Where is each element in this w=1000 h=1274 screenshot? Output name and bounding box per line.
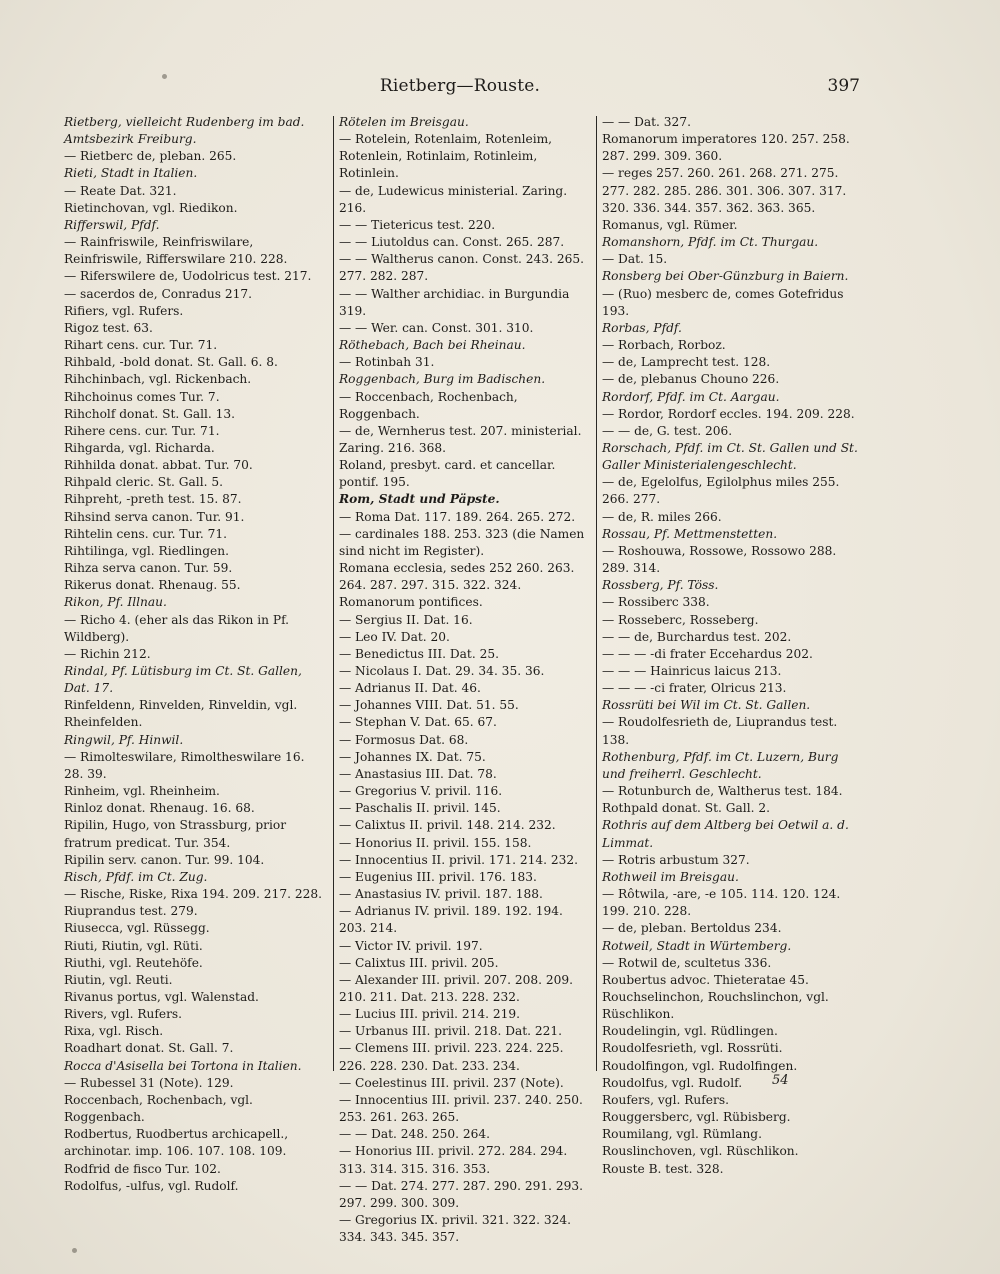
signature-mark: 54 xyxy=(772,1073,789,1088)
index-entry: Riuprandus test. 279. xyxy=(64,904,198,919)
index-entry: — Rorbach, Rorboz. xyxy=(602,338,726,353)
index-entry: — cardinales 188. 253. 323 (die Namen sind nicht im Register). xyxy=(339,526,585,558)
index-entry: — Formosus Dat. 68. xyxy=(339,732,469,747)
index-entry: Roggenbach, Burg im Badischen. xyxy=(339,372,546,387)
index-entry: — — — -di frater Eccehardus 202. xyxy=(602,646,813,661)
index-entry: — de, plebanus Chouno 226. xyxy=(602,372,780,387)
index-entry: — Roshouwa, Rossowe, Rossowo 288. 289. 314. xyxy=(602,543,837,576)
index-entry: — Rotelein, Rotenlaim, Rotenleim, Rotenlein, Rotinlaim, Rotinleim, Rotinlein. xyxy=(339,132,553,181)
index-entry: Rossau, Pf. Mettmenstetten. xyxy=(602,526,778,541)
index-entry: — Rubessel 31 (Note). 129. xyxy=(64,1075,234,1090)
index-entry: Rodolfus, -ulfus, vgl. Rudolf. xyxy=(64,1178,239,1193)
index-entry: — Rordor, Rordorf eccles. 194. 209. 228. xyxy=(602,406,855,421)
index-entry: Rihza serva canon. Tur. 59. xyxy=(64,561,233,576)
index-entry: — Anastasius IV. privil. 187. 188. xyxy=(339,887,543,902)
index-entry: Rossrüti bei Wil im Ct. St. Gallen. xyxy=(602,698,811,713)
index-entry: — Honorius II. privil. 155. 158. xyxy=(339,835,532,850)
index-entry: Rihhilda donat. abbat. Tur. 70. xyxy=(64,458,253,473)
index-entry: Riuti, Riutin, vgl. Rüti. xyxy=(64,938,203,953)
page-number: 397 xyxy=(827,76,860,96)
index-entry: — Anastasius III. Dat. 78. xyxy=(339,766,497,781)
index-entry: Romanus, vgl. Rümer. xyxy=(602,217,738,232)
index-entry: Rigoz test. 63. xyxy=(64,320,153,335)
index-entry: — reges 257. 260. 261. 268. 271. 275. 277. 282. 285. 286. 301. 306. 307. 317. 320. 336. 344. 357. 362. 363. 365. xyxy=(602,166,847,215)
index-entry: — Dat. 15. xyxy=(602,252,668,267)
index-entry: — Innocentius III. privil. 237. 240. 250. 253. 261. 263. 265. xyxy=(339,1092,583,1125)
index-entry: Ripilin, Hugo, von Strassburg, prior fratrum predicat. Tur. 354. xyxy=(64,818,287,850)
index-entry: — Adrianus II. Dat. 46. xyxy=(339,681,481,696)
index-entry: — Rôtwila, -are, -e 105. 114. 120. 124. 199. 210. 228. xyxy=(602,887,841,919)
index-entry: Rikon, Pf. Illnau. xyxy=(64,595,167,610)
running-header xyxy=(60,76,860,100)
index-entry: Rihart cens. cur. Tur. 71. xyxy=(64,338,218,353)
index-entry: Rihpald cleric. St. Gall. 5. xyxy=(64,475,223,490)
index-entry: — Lucius III. privil. 214. 219. xyxy=(339,1007,520,1022)
index-entry: Rihchinbach, vgl. Rickenbach. xyxy=(64,372,252,387)
index-entry: — — Tietericus test. 220. xyxy=(339,217,496,232)
index-column-3 xyxy=(602,114,860,1178)
index-entry: — de, Egelolfus, Egilolphus miles 255. 266. 277. xyxy=(602,475,840,507)
index-entry: — Roccenbach, Rochenbach, Roggenbach. xyxy=(339,389,518,421)
index-entry: — — Walther archidiac. in Burgundia 319. xyxy=(339,286,570,318)
index-entry: Ripilin serv. canon. Tur. 99. 104. xyxy=(64,852,265,867)
index-entry: — Richin 212. xyxy=(64,646,151,661)
index-entry: — de, R. miles 266. xyxy=(602,509,722,524)
index-entry: Romana ecclesia, sedes 252 260. 263. 264. 287. 297. 315. 322. 324. xyxy=(339,561,575,593)
index-entry: Rietinchovan, vgl. Riedikon. xyxy=(64,200,238,215)
index-entry: — Johannes VIII. Dat. 51. 55. xyxy=(339,698,519,713)
index-entry: — de, Lamprecht test. 128. xyxy=(602,355,771,370)
index-entry: — — — -ci frater, Olricus 213. xyxy=(602,681,787,696)
index-entry: Rixa, vgl. Risch. xyxy=(64,1024,164,1039)
index-entry: — Rotwil de, scultetus 336. xyxy=(602,955,772,970)
column-rule-right xyxy=(596,116,597,1071)
index-entry: — Coelestinus III. privil. 237 (Note). xyxy=(339,1075,564,1090)
index-entry: — (Ruo) mesberc de, comes Gotefridus 193. xyxy=(602,286,844,318)
index-entry: Roudelingin, vgl. Rüdlingen. xyxy=(602,1024,778,1039)
index-entry: — — Dat. 248. 250. 264. xyxy=(339,1127,490,1142)
index-entry: Rodfrid de fisco Tur. 102. xyxy=(64,1161,221,1176)
index-entry: Rifferswil, Pfdf. xyxy=(64,217,160,232)
index-entry: — Rimolteswilare, Rimoltheswilare 16. 28. 39. xyxy=(64,749,305,781)
index-entry: Roubertus advoc. Thieteratae 45. xyxy=(602,972,809,987)
index-entry: — — de, Burchardus test. 202. xyxy=(602,629,792,644)
index-entry: Rivanus portus, vgl. Walenstad. xyxy=(64,989,259,1004)
index-entry: Romanshorn, Pfdf. im Ct. Thurgau. xyxy=(602,235,819,250)
index-entry: — Rietberc de, pleban. 265. xyxy=(64,149,237,164)
index-entry: Rothpald donat. St. Gall. 2. xyxy=(602,801,770,816)
index-entry: Rouggersberc, vgl. Rübisberg. xyxy=(602,1110,791,1125)
index-entry: — sacerdos de, Conradus 217. xyxy=(64,286,252,301)
index-entry: Romanorum pontifices. xyxy=(339,595,483,610)
index-entry: Roumilang, vgl. Rümlang. xyxy=(602,1127,762,1142)
index-entry: — Urbanus III. privil. 218. Dat. 221. xyxy=(339,1024,563,1039)
index-entry: Rinfeldenn, Rinvelden, Rinveldin, vgl. Rheinfelden. xyxy=(64,698,298,730)
index-entry: — de, Wernherus test. 207. ministerial. Zaring. 216. 368. xyxy=(339,423,582,455)
index-entry: — — Liutoldus can. Const. 265. 287. xyxy=(339,235,565,250)
index-entry: Rodbertus, Ruodbertus archicapell., archinotar. imp. 106. 107. 108. 109. xyxy=(64,1127,289,1159)
index-entry: — — Wer. can. Const. 301. 310. xyxy=(339,320,534,335)
index-entry: Rom, Stadt und Päpste. xyxy=(339,492,500,507)
running-title: Rietberg—Rouste. xyxy=(379,76,541,96)
index-entry: Röthebach, Bach bei Rheinau. xyxy=(339,338,526,353)
index-entry: Rivers, vgl. Rufers. xyxy=(64,1007,183,1022)
paper-spot xyxy=(162,74,167,79)
index-entry: Rorbas, Pfdf. xyxy=(602,320,682,335)
index-entry: Rihtelin cens. cur. Tur. 71. xyxy=(64,526,227,541)
index-entry: Rihchoinus comes Tur. 7. xyxy=(64,389,220,404)
index-entry: Rihcholf donat. St. Gall. 13. xyxy=(64,406,236,421)
index-entry: — Rotunburch de, Waltherus test. 184. xyxy=(602,784,843,799)
index-entry: Rothweil im Breisgau. xyxy=(602,869,739,884)
index-entry: Rihsind serva canon. Tur. 91. xyxy=(64,509,245,524)
index-entry: Rocca d'Asisella bei Tortona in Italien. xyxy=(64,1058,302,1073)
index-entry: Rihbald, -bold donat. St. Gall. 6. 8. xyxy=(64,355,278,370)
index-entry: — Johannes IX. Dat. 75. xyxy=(339,749,486,764)
index-entry: Ringwil, Pf. Hinwil. xyxy=(64,732,184,747)
index-entry: — Gregorius V. privil. 116. xyxy=(339,784,503,799)
index-entry: — — de, G. test. 206. xyxy=(602,423,733,438)
index-entry: Rieti, Stadt in Italien. xyxy=(64,166,198,181)
index-entry: — — Dat. 327. xyxy=(602,115,691,129)
index-entry: Riutin, vgl. Reuti. xyxy=(64,972,173,987)
index-entry: Rihpreht, -preth test. 15. 87. xyxy=(64,492,242,507)
index-entry: Rinheim, vgl. Rheinheim. xyxy=(64,784,220,799)
index-entry: — Honorius III. privil. 272. 284. 294. 313. 314. 315. 316. 353. xyxy=(339,1144,568,1176)
index-entry: Rihgarda, vgl. Richarda. xyxy=(64,440,215,455)
index-entry: Roccenbach, Rochenbach, vgl. Roggenbach. xyxy=(64,1092,253,1125)
index-entry: Romanorum imperatores 120. 257. 258. 287. 299. 309. 360. xyxy=(602,132,850,164)
index-entry: — Rotinbah 31. xyxy=(339,355,435,370)
index-entry: Risch, Pfdf. im Ct. Zug. xyxy=(64,869,208,884)
index-entry: — Stephan V. Dat. 65. 67. xyxy=(339,715,497,730)
index-entry: — Calixtus III. privil. 205. xyxy=(339,955,499,970)
index-entry: — Riferswilere de, Uodolricus test. 217. xyxy=(64,269,312,284)
index-entry: — Richo 4. (eher als das Rikon in Pf. Wildberg). xyxy=(64,612,290,644)
index-entry: — Roudolfesrieth de, Liuprandus test. 138. xyxy=(602,715,838,747)
index-entry: — Paschalis II. privil. 145. xyxy=(339,801,501,816)
index-entry: Rouslinchoven, vgl. Rüschlikon. xyxy=(602,1144,799,1159)
index-entry: — Roma Dat. 117. 189. 264. 265. 272. xyxy=(339,509,576,524)
index-entry: — Rainfriswile, Reinfriswilare, Reinfriswile, Rifferswilare 210. 228. xyxy=(64,235,288,267)
index-entry: Rihere cens. cur. Tur. 71. xyxy=(64,423,220,438)
index-entry: Rordorf, Pfdf. im Ct. Aargau. xyxy=(602,389,780,404)
index-entry: Rifiers, vgl. Rufers. xyxy=(64,303,184,318)
index-entry: Rinloz donat. Rhenaug. 16. 68. xyxy=(64,801,255,816)
index-entry: Rotweil, Stadt in Würtemberg. xyxy=(602,938,792,953)
index-entry: — — — Hainricus laicus 213. xyxy=(602,664,782,678)
index-entry: Ronsberg bei Ober-Günzburg in Baiern. xyxy=(602,269,849,284)
index-entry: Rihtilinga, vgl. Riedlingen. xyxy=(64,543,229,558)
index-entry: Roudolfus, vgl. Rudolf. xyxy=(602,1075,743,1090)
index-entry: Rötelen im Breisgau. xyxy=(339,115,469,129)
index-entry: — Eugenius III. privil. 176. 183. xyxy=(339,869,537,884)
index-entry: — de, Ludewicus ministerial. Zaring. 216. xyxy=(339,183,568,215)
index-entry: — Rotris arbustum 327. xyxy=(602,852,750,867)
index-entry: — Victor IV. privil. 197. xyxy=(339,938,483,953)
index-entry: Riuthi, vgl. Reutehöfe. xyxy=(64,955,203,970)
index-entry: — Calixtus II. privil. 148. 214. 232. xyxy=(339,818,556,833)
index-entry: — Sergius II. Dat. 16. xyxy=(339,612,473,627)
index-entry: — Rische, Riske, Rixa 194. 209. 217. 228. xyxy=(64,887,322,902)
index-entry: Roufers, vgl. Rufers. xyxy=(602,1092,729,1107)
index-entry: — — Waltherus canon. Const. 243. 265. 277. 282. 287. xyxy=(339,252,584,284)
index-entry: Rikerus donat. Rhenaug. 55. xyxy=(64,578,241,593)
paper-spot xyxy=(72,1248,77,1253)
index-entry: — — Dat. 274. 277. 287. 290. 291. 293. 297. 299. 300. 309. xyxy=(339,1178,583,1210)
index-entry: — Adrianus IV. privil. 189. 192. 194. 203. 214. xyxy=(339,904,563,936)
index-entry: — Alexander III. privil. 207. 208. 209. 210. 211. Dat. 213. 228. 232. xyxy=(339,972,573,1004)
index-entry: Roudolfesrieth, vgl. Rossrüti. xyxy=(602,1041,783,1056)
column-rule-left xyxy=(333,116,334,1071)
index-entry: Rouchselinchon, Rouchslinchon, vgl. Rüschlikon. xyxy=(602,989,829,1022)
index-entry: Rothenburg, Pfdf. im Ct. Luzern, Burg und freiherrl. Geschlecht. xyxy=(602,749,839,781)
index-entry: Rietberg, vielleicht Rudenberg im bad. Amtsbezirk Freiburg. xyxy=(64,115,305,147)
index-entry: Roudolfingon, vgl. Rudolfingen. xyxy=(602,1058,798,1073)
index-entry: — Rossiberc 338. xyxy=(602,595,710,610)
index-entry: Rothris auf dem Altberg bei Oetwil a. d. Limmat. xyxy=(602,818,849,850)
index-entry: Rouste B. test. 328. xyxy=(602,1161,724,1176)
index-entry: — Innocentius II. privil. 171. 214. 232. xyxy=(339,852,579,867)
index-entry: Roland, presbyt. card. et cancellar. pontif. 195. xyxy=(339,458,556,490)
index-entry: — Clemens III. privil. 223. 224. 225. 226. 228. 230. Dat. 233. 234. xyxy=(339,1041,564,1073)
index-entry: Roadhart donat. St. Gall. 7. xyxy=(64,1041,234,1056)
index-entry: — Nicolaus I. Dat. 29. 34. 35. 36. xyxy=(339,664,545,678)
index-entry: — de, pleban. Bertoldus 234. xyxy=(602,921,782,936)
index-column-1 xyxy=(64,114,326,1195)
index-entry: Rindal, Pf. Lütisburg im Ct. St. Gallen, Dat. 17. xyxy=(64,664,302,696)
index-entry: — Rosseberc, Rosseberg. xyxy=(602,612,759,627)
index-entry: — Gregorius IX. privil. 321. 322. 324. 334. 343. 345. 357. xyxy=(339,1213,572,1245)
index-entry: — Leo IV. Dat. 20. xyxy=(339,629,450,644)
index-entry: — Benedictus III. Dat. 25. xyxy=(339,646,499,661)
index-entry: Riusecca, vgl. Rüssegg. xyxy=(64,921,210,936)
index-column-2 xyxy=(339,114,593,1246)
index-entry: Rorschach, Pfdf. im Ct. St. Gallen und St. Galler Ministerialengeschlecht. xyxy=(602,440,858,473)
index-entry: — Reate Dat. 321. xyxy=(64,183,177,198)
index-entry: Rossberg, Pf. Töss. xyxy=(602,578,719,593)
